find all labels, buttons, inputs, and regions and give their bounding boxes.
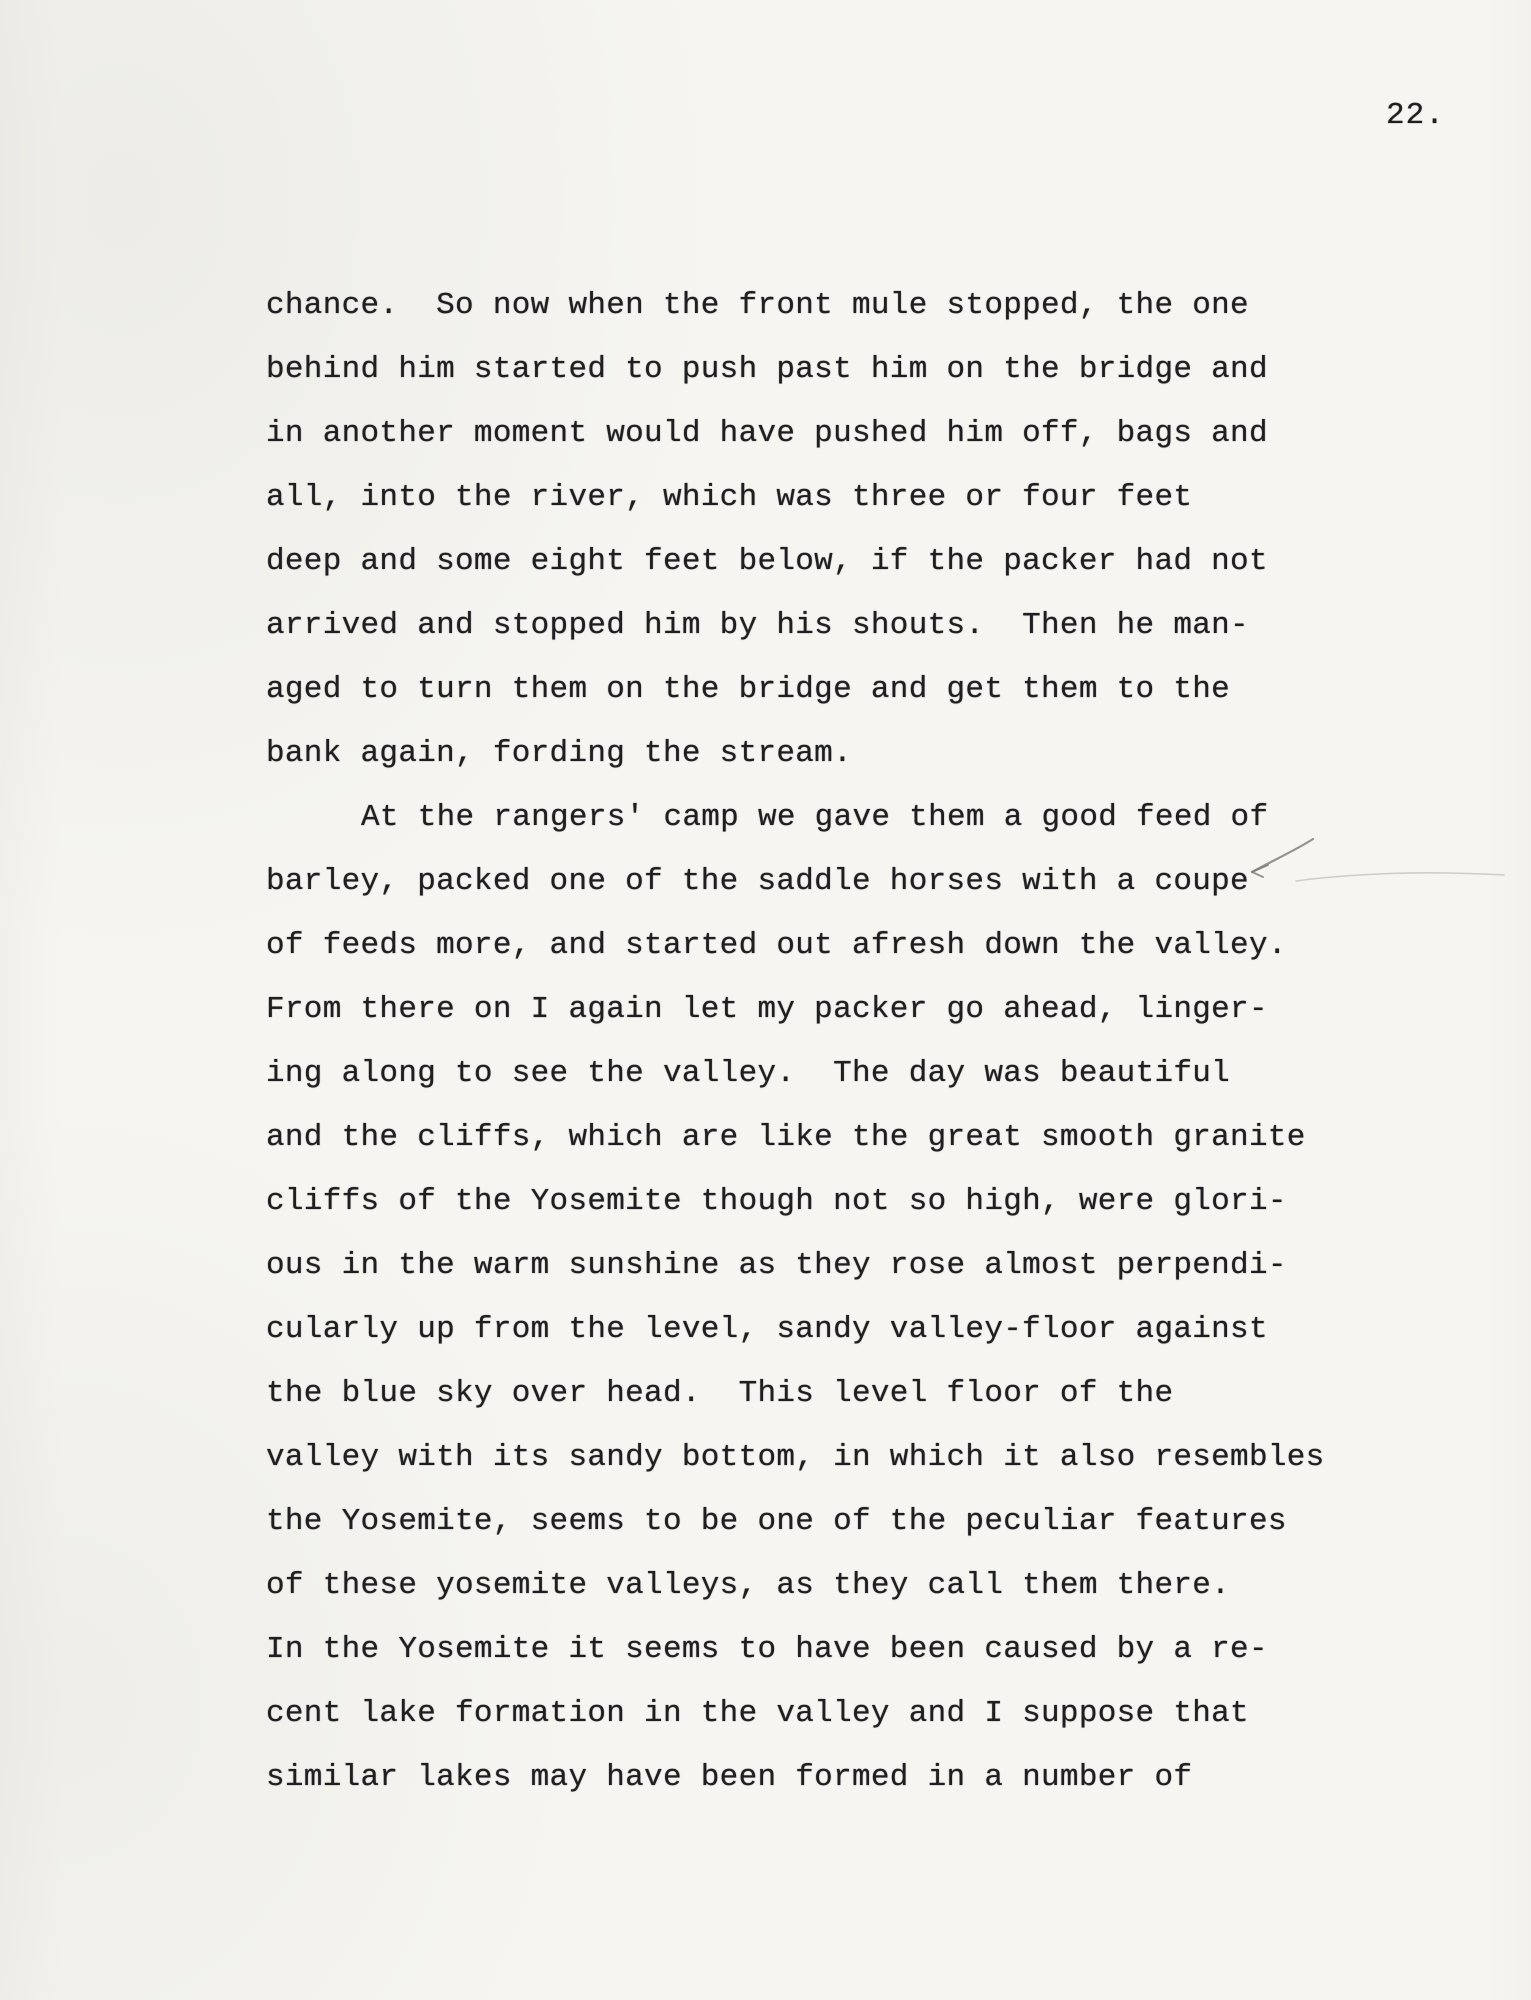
text-line: barley, packed one of the saddle horses with a coupe	[266, 864, 1249, 899]
text-line: of feeds more, and started out afresh down the valley.	[266, 928, 1287, 963]
text-line: arrived and stopped him by his shouts. Then he man-	[266, 608, 1249, 643]
text-line: of these yosemite valleys, as they call them there.	[266, 1568, 1231, 1603]
text-line: the Yosemite, seems to be one of the peculiar features	[266, 1504, 1287, 1539]
text-line: In the Yosemite it seems to have been caused by a re-	[266, 1632, 1268, 1667]
text-line: deep and some eight feet below, if the packer had not	[266, 544, 1268, 579]
paragraph	[266, 786, 1386, 1810]
text-line: bank again, fording the stream.	[266, 736, 852, 771]
text-line: cent lake formation in the valley and I suppose that	[266, 1696, 1249, 1731]
typewritten-text-block	[266, 274, 1386, 1810]
text-line: aged to turn them on the bridge and get them to the	[266, 672, 1231, 707]
text-line: ous in the warm sunshine as they rose almost perpendi-	[266, 1248, 1287, 1283]
text-line: in another moment would have pushed him off, bags and	[266, 416, 1268, 451]
page-number: 22.	[1386, 98, 1445, 133]
text-line: similar lakes may have been formed in a number of	[266, 1760, 1193, 1795]
text-line: the blue sky over head. This level floor of the	[266, 1376, 1174, 1411]
text-line: behind him started to push past him on the bridge and	[266, 352, 1268, 387]
text-line: At the rangers' camp we gave them a good feed of	[361, 800, 1269, 835]
text-line: cularly up from the level, sandy valley-floor against	[266, 1312, 1268, 1347]
text-line: chance. So now when the front mule stopped, the one	[266, 288, 1249, 323]
text-line: From there on I again let my packer go ahead, linger-	[266, 992, 1268, 1027]
text-line: ing along to see the valley. The day was beautiful	[266, 1056, 1231, 1091]
paragraph	[266, 274, 1386, 786]
text-line: and the cliffs, which are like the great smooth granite	[266, 1120, 1306, 1155]
text-line: all, into the river, which was three or four feet	[266, 480, 1193, 515]
text-line: cliffs of the Yosemite though not so high, were glori-	[266, 1184, 1287, 1219]
text-line: valley with its sandy bottom, in which it also resembles	[266, 1440, 1325, 1475]
